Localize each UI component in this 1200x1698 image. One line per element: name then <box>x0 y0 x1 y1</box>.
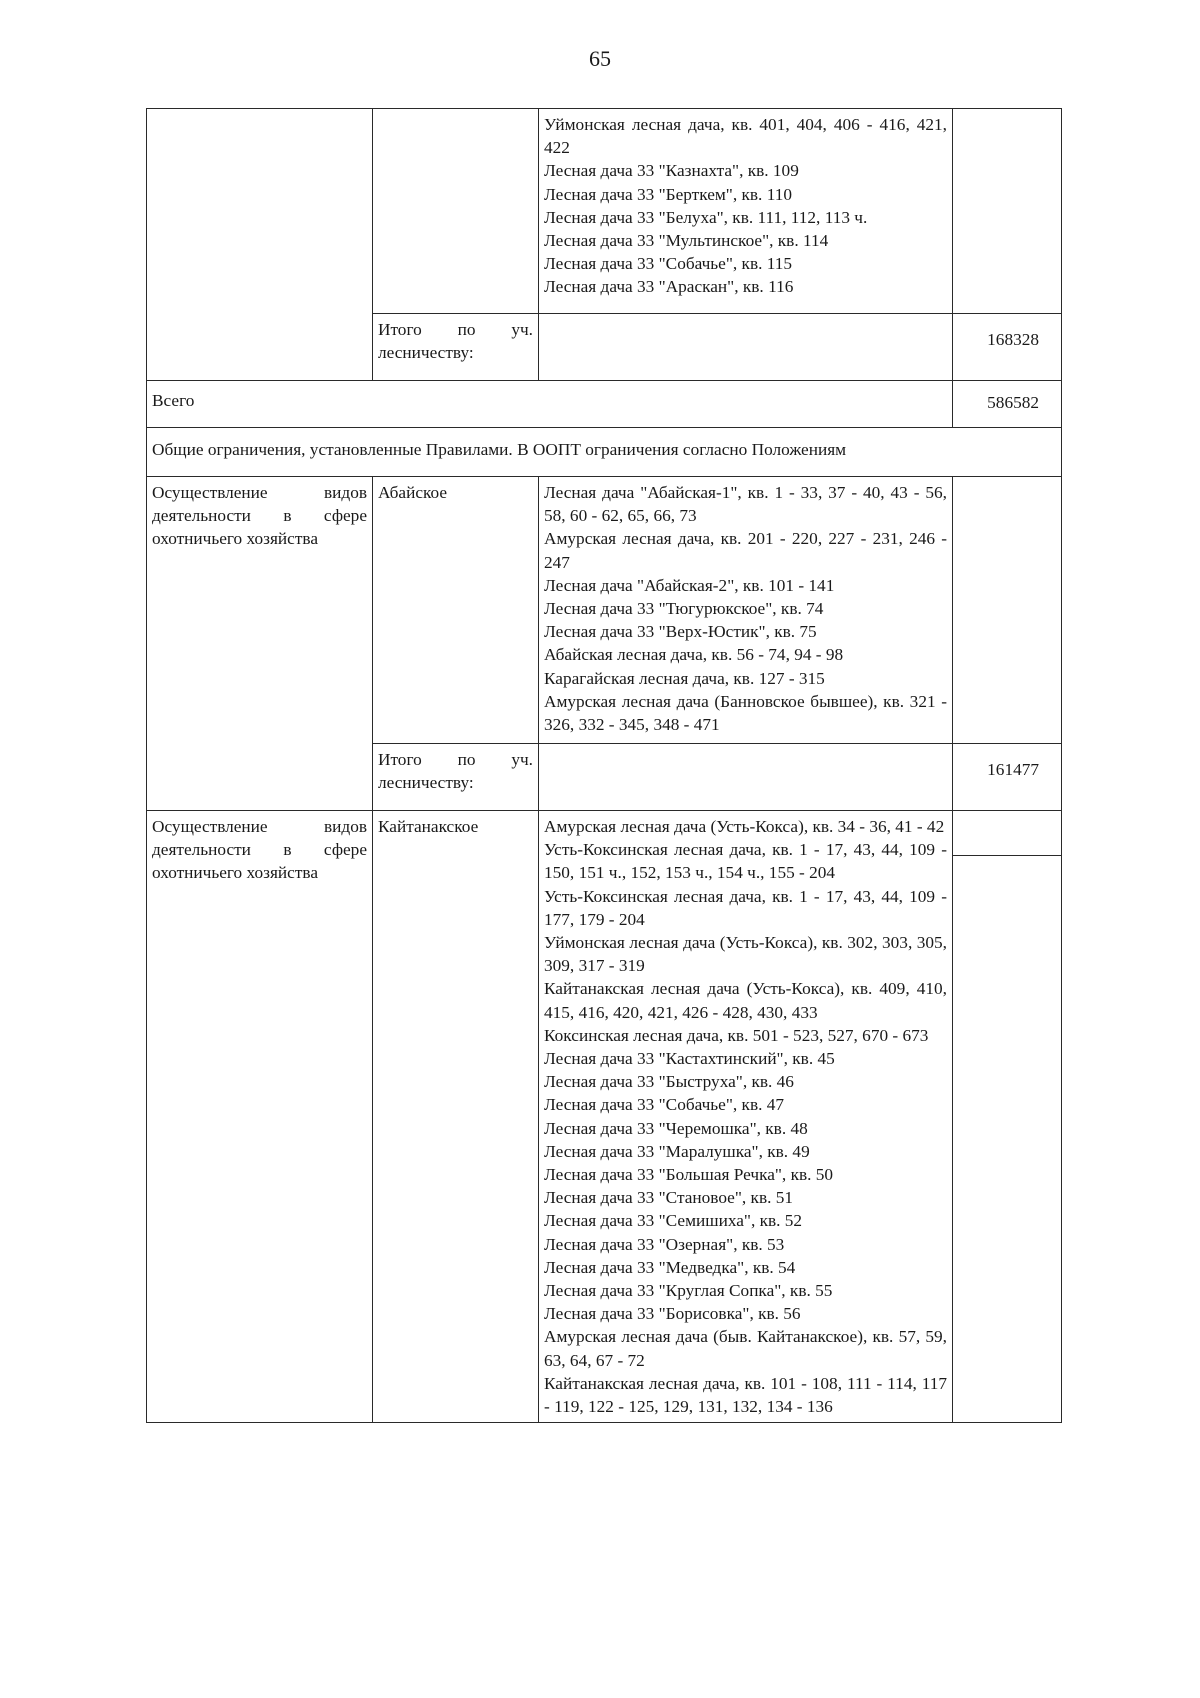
quarter-line: Лесная дача 33 "Быструха", кв. 46 <box>544 1072 794 1092</box>
quarter-line: Лесная дача "Абайская-2", кв. 101 - 141 <box>544 575 835 595</box>
quarter-line: Абайская лесная дача, кв. 56 - 74, 94 - 98 <box>544 645 844 665</box>
quarter-line: Лесная дача 33 "Черемошка", кв. 48 <box>544 1118 808 1138</box>
total-label: Всего <box>147 381 953 428</box>
quarter-line: Лесная дача "Абайская-1", кв. 1 - 33, 37 - 40, 43 - 56, 58, 60 - 62, 65, 66, 73 <box>544 483 947 526</box>
quarter-line: Амурская лесная дача (быв. Кайтанакское), кв. 57, 59, 63, 64, 67 - 72 <box>544 1327 947 1370</box>
table-row <box>147 811 1062 1423</box>
forestry-name: Кайтанакское <box>373 811 539 1423</box>
quarter-line: Амурская лесная дача (Банновское бывшее), кв. 321 - 326, 332 - 345, 348 - 471 <box>544 691 947 735</box>
total-value: 586582 <box>953 381 1062 428</box>
subtotal-value: 168328 <box>953 314 1062 381</box>
activity-cell-empty <box>147 109 373 381</box>
quarter-line: Усть-Коксинская лесная дача, кв. 1 - 17, 43, 44, 109 - 177, 179 - 204 <box>544 886 947 929</box>
quarters-cell <box>539 477 953 744</box>
quarter-line: Лесная дача 33 "Собачье", кв. 115 <box>544 254 793 274</box>
quarter-line: Лесная дача 33 "Озерная", кв. 53 <box>544 1234 785 1254</box>
note-row <box>147 428 1062 477</box>
quarter-line: Лесная дача 33 "Круглая Сопка", кв. 55 <box>544 1281 833 1301</box>
activity-cell: Осуществление видов деятельности в сфере охотничьего хозяйства <box>147 477 373 811</box>
subtotal-empty <box>539 314 953 381</box>
quarter-line: Лесная дача 33 "Маралушка", кв. 49 <box>544 1141 810 1161</box>
quarter-line: Уймонская лесная дача, кв. 401, 404, 406 - 416, 421, 422 <box>544 115 947 158</box>
quarter-line: Амурская лесная дача, кв. 201 - 220, 227 - 231, 246 - 247 <box>544 529 947 572</box>
quarter-line: Лесная дача 33 "Берткем", кв. 110 <box>544 184 792 204</box>
quarter-line: Лесная дача 33 "Становое", кв. 51 <box>544 1188 794 1208</box>
quarter-line: Лесная дача 33 "Кастахтинский", кв. 45 <box>544 1049 835 1069</box>
forestry-cell-empty <box>373 109 539 314</box>
subtotal-label: Итого по уч. лесничеству: <box>373 744 539 811</box>
quarter-line: Лесная дача 33 "Большая Речка", кв. 50 <box>544 1165 834 1185</box>
quarters-cell <box>539 109 953 314</box>
quarter-line: Амурская лесная дача (Усть-Кокса), кв. 34 - 36, 41 - 42 <box>544 817 945 836</box>
forestry-name: Абайское <box>373 477 539 744</box>
quarter-line: Лесная дача 33 "Борисовка", кв. 56 <box>544 1304 801 1324</box>
page-number: 65 <box>589 46 611 71</box>
subtotal-value: 161477 <box>953 744 1062 811</box>
forestry-table <box>146 108 1062 1423</box>
quarter-line: Лесная дача 33 "Собачье", кв. 47 <box>544 1095 785 1115</box>
table-row <box>147 109 1062 314</box>
quarter-line: Карагайская лесная дача, кв. 127 - 315 <box>544 668 825 688</box>
quarter-line: Лесная дача 33 "Семишиха", кв. 52 <box>544 1211 803 1231</box>
area-cell <box>953 811 1062 1423</box>
table-row <box>147 477 1062 744</box>
subtotal-empty <box>539 744 953 811</box>
quarter-line: Лесная дача 33 "Тюгурюкское", кв. 74 <box>544 599 824 619</box>
quarter-line: Лесная дача 33 "Мультинское", кв. 114 <box>544 231 829 251</box>
quarters-cell <box>539 811 953 1423</box>
subtotal-label: Итого по уч. лесничеству: <box>373 314 539 381</box>
total-row <box>147 381 1062 428</box>
quarter-line: Лесная дача 33 "Араскан", кв. 116 <box>544 277 794 297</box>
area-cell-empty <box>953 477 1062 744</box>
quarter-line: Лесная дача 33 "Белуха", кв. 111, 112, 113 ч. <box>544 207 868 227</box>
quarter-line: Кайтанакская лесная дача (Усть-Кокса), кв. 409, 410, 415, 416, 420, 421, 426 - 428, 430, 433 <box>544 979 947 1022</box>
quarter-line: Кайтанакская лесная дача, кв. 101 - 108, 111 - 114, 117 - 119, 122 - 125, 129, 131, 132, 134 - 136 <box>544 1373 947 1417</box>
quarter-line: Уймонская лесная дача (Усть-Кокса), кв. 302, 303, 305, 309, 317 - 319 <box>544 933 947 976</box>
activity-cell: Осуществление видов деятельности в сфере охотничьего хозяйства <box>147 811 373 1423</box>
quarter-line: Коксинская лесная дача, кв. 501 - 523, 527, 670 - 673 <box>544 1025 929 1045</box>
general-note: Общие ограничения, установленные Правилами. В ООПТ ограничения согласно Положениям <box>147 428 1062 477</box>
quarter-line: Усть-Коксинская лесная дача, кв. 1 - 17, 43, 44, 109 - 150, 151 ч., 152, 153 ч., 154 ч., 155 - 204 <box>544 840 947 883</box>
quarter-line: Лесная дача 33 "Верх-Юстик", кв. 75 <box>544 622 817 642</box>
quarter-line: Лесная дача 33 "Медведка", кв. 54 <box>544 1257 796 1277</box>
area-subcell <box>953 811 1061 856</box>
area-cell-empty <box>953 109 1062 314</box>
quarter-line: Лесная дача 33 "Казнахта", кв. 109 <box>544 161 799 181</box>
